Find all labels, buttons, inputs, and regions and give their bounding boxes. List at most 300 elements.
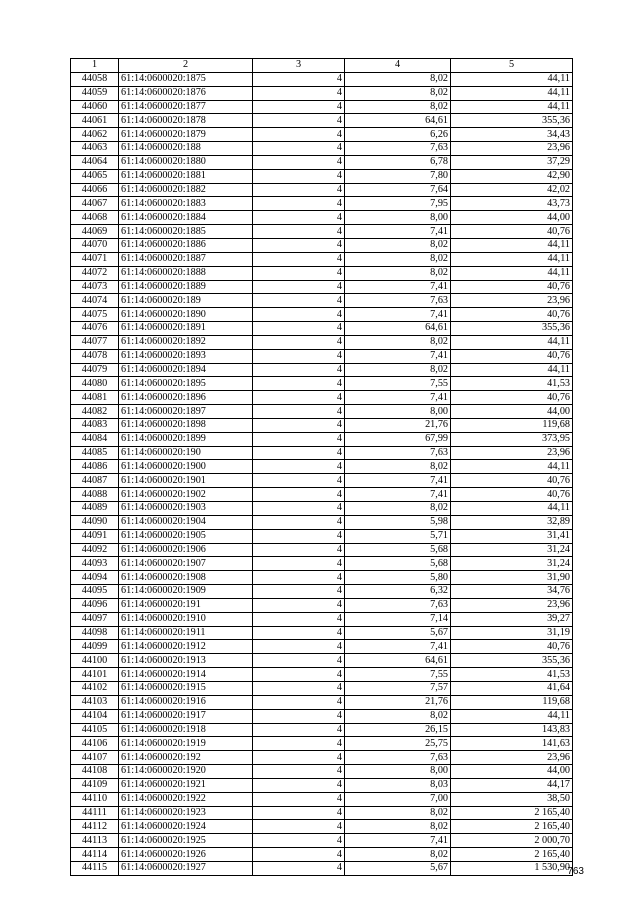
table-cell-col-4: 8,02 xyxy=(345,820,451,834)
table-cell-col-3: 4 xyxy=(253,612,345,626)
table-cell-col-1: 44109 xyxy=(71,778,119,792)
table-cell-col-2: 61:14:0600020:189 xyxy=(119,294,253,308)
table-cell-col-5: 355,36 xyxy=(451,322,573,336)
table-row xyxy=(71,377,573,391)
table-cell-col-3: 4 xyxy=(253,335,345,349)
table-cell-col-4: 5,67 xyxy=(345,626,451,640)
table-cell-col-5: 40,76 xyxy=(451,225,573,239)
table-cell-col-4: 7,63 xyxy=(345,142,451,156)
table-row xyxy=(71,322,573,336)
table-cell-col-2: 61:14:0600020:1878 xyxy=(119,114,253,128)
table-cell-col-4: 7,57 xyxy=(345,681,451,695)
table-cell-col-5: 2 165,40 xyxy=(451,806,573,820)
table-cell-col-1: 44080 xyxy=(71,377,119,391)
table-cell-col-4: 7,95 xyxy=(345,197,451,211)
header-col-4: 4 xyxy=(345,59,451,73)
table-cell-col-2: 61:14:0600020:1879 xyxy=(119,128,253,142)
table-cell-col-2: 61:14:0600020:1898 xyxy=(119,418,253,432)
table-cell-col-4: 8,02 xyxy=(345,502,451,516)
table-cell-col-4: 8,02 xyxy=(345,252,451,266)
table-cell-col-4: 8,00 xyxy=(345,405,451,419)
table-cell-col-4: 8,02 xyxy=(345,238,451,252)
table-row xyxy=(71,211,573,225)
table-cell-col-5: 43,73 xyxy=(451,197,573,211)
table-cell-col-5: 41,53 xyxy=(451,668,573,682)
table-cell-col-4: 8,02 xyxy=(345,709,451,723)
table-cell-col-1: 44069 xyxy=(71,225,119,239)
table-cell-col-4: 7,41 xyxy=(345,280,451,294)
table-row xyxy=(71,848,573,862)
data-table xyxy=(70,58,573,876)
table-cell-col-5: 41,53 xyxy=(451,377,573,391)
table-cell-col-2: 61:14:0600020:1897 xyxy=(119,405,253,419)
table-row xyxy=(71,488,573,502)
table-row xyxy=(71,252,573,266)
table-cell-col-3: 4 xyxy=(253,668,345,682)
table-cell-col-3: 4 xyxy=(253,737,345,751)
table-cell-col-2: 61:14:0600020:1915 xyxy=(119,681,253,695)
table-cell-col-1: 44074 xyxy=(71,294,119,308)
table-cell-col-5: 23,96 xyxy=(451,142,573,156)
table-cell-col-1: 44068 xyxy=(71,211,119,225)
table-cell-col-1: 44086 xyxy=(71,460,119,474)
table-row xyxy=(71,502,573,516)
table-cell-col-4: 64,61 xyxy=(345,654,451,668)
table-cell-col-5: 44,11 xyxy=(451,709,573,723)
table-cell-col-1: 44079 xyxy=(71,363,119,377)
table-cell-col-3: 4 xyxy=(253,72,345,86)
table-cell-col-5: 39,27 xyxy=(451,612,573,626)
table-row xyxy=(71,806,573,820)
table-cell-col-3: 4 xyxy=(253,654,345,668)
table-cell-col-5: 32,89 xyxy=(451,515,573,529)
table-cell-col-2: 61:14:0600020:1881 xyxy=(119,169,253,183)
table-cell-col-1: 44094 xyxy=(71,571,119,585)
table-cell-col-3: 4 xyxy=(253,778,345,792)
table-cell-col-5: 44,11 xyxy=(451,335,573,349)
table-cell-col-1: 44078 xyxy=(71,349,119,363)
table-cell-col-2: 61:14:0600020:1899 xyxy=(119,432,253,446)
table-row xyxy=(71,474,573,488)
table-cell-col-4: 7,63 xyxy=(345,751,451,765)
table-cell-col-2: 61:14:0600020:1895 xyxy=(119,377,253,391)
table-cell-col-1: 44095 xyxy=(71,585,119,599)
table-cell-col-4: 7,41 xyxy=(345,488,451,502)
table-cell-col-4: 7,00 xyxy=(345,792,451,806)
table-cell-col-4: 8,02 xyxy=(345,266,451,280)
table-cell-col-1: 44084 xyxy=(71,432,119,446)
table-cell-col-5: 44,11 xyxy=(451,363,573,377)
table-cell-col-3: 4 xyxy=(253,640,345,654)
table-cell-col-1: 44061 xyxy=(71,114,119,128)
table-cell-col-3: 4 xyxy=(253,695,345,709)
table-cell-col-5: 44,00 xyxy=(451,765,573,779)
table-row xyxy=(71,695,573,709)
table-cell-col-4: 7,41 xyxy=(345,834,451,848)
table-cell-col-1: 44065 xyxy=(71,169,119,183)
table-cell-col-5: 34,43 xyxy=(451,128,573,142)
table-cell-col-4: 8,02 xyxy=(345,848,451,862)
table-cell-col-4: 6,26 xyxy=(345,128,451,142)
table-cell-col-5: 40,76 xyxy=(451,488,573,502)
table-cell-col-1: 44063 xyxy=(71,142,119,156)
table-cell-col-3: 4 xyxy=(253,848,345,862)
table-cell-col-1: 44093 xyxy=(71,557,119,571)
table-cell-col-2: 61:14:0600020:1883 xyxy=(119,197,253,211)
table-cell-col-4: 7,64 xyxy=(345,183,451,197)
table-row xyxy=(71,778,573,792)
table-cell-col-3: 4 xyxy=(253,238,345,252)
table-cell-col-3: 4 xyxy=(253,280,345,294)
table-cell-col-3: 4 xyxy=(253,806,345,820)
table-cell-col-4: 8,02 xyxy=(345,806,451,820)
table-cell-col-1: 44072 xyxy=(71,266,119,280)
table-row xyxy=(71,294,573,308)
page-number: 763 xyxy=(567,866,584,877)
table-cell-col-4: 7,14 xyxy=(345,612,451,626)
table-cell-col-5: 42,02 xyxy=(451,183,573,197)
table-row xyxy=(71,418,573,432)
table-cell-col-5: 44,11 xyxy=(451,252,573,266)
table-row xyxy=(71,155,573,169)
table-cell-col-5: 40,76 xyxy=(451,308,573,322)
table-cell-col-1: 44060 xyxy=(71,100,119,114)
table-row xyxy=(71,737,573,751)
table-row xyxy=(71,114,573,128)
table-cell-col-3: 4 xyxy=(253,114,345,128)
table-body xyxy=(71,72,573,875)
table-cell-col-2: 61:14:0600020:1875 xyxy=(119,72,253,86)
table-cell-col-5: 40,76 xyxy=(451,349,573,363)
table-cell-col-2: 61:14:0600020:1891 xyxy=(119,322,253,336)
table-row xyxy=(71,128,573,142)
header-row xyxy=(71,59,573,73)
table-row xyxy=(71,405,573,419)
table-cell-col-2: 61:14:0600020:1904 xyxy=(119,515,253,529)
table-cell-col-4: 5,80 xyxy=(345,571,451,585)
table-row xyxy=(71,142,573,156)
table-cell-col-2: 61:14:0600020:1900 xyxy=(119,460,253,474)
table-cell-col-3: 4 xyxy=(253,294,345,308)
table-cell-col-5: 355,36 xyxy=(451,654,573,668)
table-row xyxy=(71,585,573,599)
table-cell-col-4: 7,63 xyxy=(345,598,451,612)
table-cell-col-5: 44,17 xyxy=(451,778,573,792)
table-cell-col-5: 2 165,40 xyxy=(451,820,573,834)
table-cell-col-3: 4 xyxy=(253,792,345,806)
table-cell-col-3: 4 xyxy=(253,765,345,779)
table-cell-col-2: 61:14:0600020:1902 xyxy=(119,488,253,502)
table-row xyxy=(71,391,573,405)
table-row xyxy=(71,640,573,654)
table-cell-col-5: 44,11 xyxy=(451,86,573,100)
table-cell-col-4: 26,15 xyxy=(345,723,451,737)
table-cell-col-2: 61:14:0600020:1888 xyxy=(119,266,253,280)
table-cell-col-1: 44090 xyxy=(71,515,119,529)
table-cell-col-2: 61:14:0600020:1876 xyxy=(119,86,253,100)
table-cell-col-2: 61:14:0600020:1907 xyxy=(119,557,253,571)
table-cell-col-4: 21,76 xyxy=(345,695,451,709)
table-cell-col-5: 119,68 xyxy=(451,695,573,709)
table-cell-col-5: 31,41 xyxy=(451,529,573,543)
table-cell-col-5: 40,76 xyxy=(451,474,573,488)
table-cell-col-1: 44102 xyxy=(71,681,119,695)
table-cell-col-1: 44103 xyxy=(71,695,119,709)
table-cell-col-4: 8,02 xyxy=(345,363,451,377)
table-cell-col-1: 44081 xyxy=(71,391,119,405)
table-cell-col-2: 61:14:0600020:191 xyxy=(119,598,253,612)
table-cell-col-1: 44070 xyxy=(71,238,119,252)
table-cell-col-5: 1 530,90 xyxy=(451,861,573,875)
table-row xyxy=(71,834,573,848)
table-cell-col-4: 7,41 xyxy=(345,391,451,405)
table-cell-col-1: 44113 xyxy=(71,834,119,848)
table-row xyxy=(71,100,573,114)
table-cell-col-3: 4 xyxy=(253,391,345,405)
table-cell-col-2: 61:14:0600020:1920 xyxy=(119,765,253,779)
table-cell-col-3: 4 xyxy=(253,820,345,834)
table-row xyxy=(71,861,573,875)
table-cell-col-1: 44059 xyxy=(71,86,119,100)
table-cell-col-1: 44087 xyxy=(71,474,119,488)
table-cell-col-2: 61:14:0600020:1924 xyxy=(119,820,253,834)
table-cell-col-2: 61:14:0600020:1912 xyxy=(119,640,253,654)
table-row xyxy=(71,571,573,585)
table-cell-col-2: 61:14:0600020:1884 xyxy=(119,211,253,225)
table-cell-col-3: 4 xyxy=(253,142,345,156)
table-row xyxy=(71,225,573,239)
table-cell-col-2: 61:14:0600020:192 xyxy=(119,751,253,765)
table-cell-col-4: 6,78 xyxy=(345,155,451,169)
table-cell-col-2: 61:14:0600020:1922 xyxy=(119,792,253,806)
table-row xyxy=(71,86,573,100)
table-cell-col-3: 4 xyxy=(253,502,345,516)
table-cell-col-1: 44062 xyxy=(71,128,119,142)
table-row xyxy=(71,349,573,363)
table-row xyxy=(71,820,573,834)
table-cell-col-3: 4 xyxy=(253,474,345,488)
table-cell-col-4: 7,55 xyxy=(345,377,451,391)
table-cell-col-5: 40,76 xyxy=(451,640,573,654)
table-cell-col-1: 44108 xyxy=(71,765,119,779)
table-row xyxy=(71,543,573,557)
table-cell-col-4: 7,41 xyxy=(345,308,451,322)
table-cell-col-4: 64,61 xyxy=(345,114,451,128)
table-cell-col-2: 61:14:0600020:1923 xyxy=(119,806,253,820)
table-cell-col-2: 61:14:0600020:1877 xyxy=(119,100,253,114)
table-row xyxy=(71,668,573,682)
table-row xyxy=(71,446,573,460)
table-cell-col-3: 4 xyxy=(253,322,345,336)
table-row xyxy=(71,460,573,474)
table-cell-col-3: 4 xyxy=(253,252,345,266)
table-cell-col-2: 61:14:0600020:1921 xyxy=(119,778,253,792)
table-cell-col-3: 4 xyxy=(253,460,345,474)
table-cell-col-3: 4 xyxy=(253,225,345,239)
table-cell-col-2: 61:14:0600020:1910 xyxy=(119,612,253,626)
table-cell-col-3: 4 xyxy=(253,709,345,723)
table-cell-col-4: 5,68 xyxy=(345,557,451,571)
table-cell-col-3: 4 xyxy=(253,183,345,197)
table-cell-col-1: 44082 xyxy=(71,405,119,419)
table-cell-col-5: 31,24 xyxy=(451,543,573,557)
table-cell-col-4: 7,41 xyxy=(345,474,451,488)
table-row xyxy=(71,654,573,668)
table-cell-col-3: 4 xyxy=(253,377,345,391)
table-row xyxy=(71,280,573,294)
table-cell-col-4: 7,80 xyxy=(345,169,451,183)
table-cell-col-4: 5,98 xyxy=(345,515,451,529)
table-row xyxy=(71,515,573,529)
table-cell-col-2: 61:14:0600020:1890 xyxy=(119,308,253,322)
table-cell-col-2: 61:14:0600020:1882 xyxy=(119,183,253,197)
table-row xyxy=(71,363,573,377)
table-cell-col-4: 7,41 xyxy=(345,225,451,239)
table-cell-col-2: 61:14:0600020:1911 xyxy=(119,626,253,640)
table-cell-col-2: 61:14:0600020:1909 xyxy=(119,585,253,599)
table-cell-col-1: 44106 xyxy=(71,737,119,751)
table-cell-col-4: 8,00 xyxy=(345,765,451,779)
table-cell-col-4: 6,32 xyxy=(345,585,451,599)
table-cell-col-5: 143,83 xyxy=(451,723,573,737)
table-cell-col-5: 23,96 xyxy=(451,446,573,460)
table-cell-col-5: 23,96 xyxy=(451,294,573,308)
table-cell-col-4: 8,02 xyxy=(345,460,451,474)
table-cell-col-1: 44083 xyxy=(71,418,119,432)
table-cell-col-2: 61:14:0600020:1914 xyxy=(119,668,253,682)
table-cell-col-3: 4 xyxy=(253,681,345,695)
table-cell-col-1: 44077 xyxy=(71,335,119,349)
table-cell-col-4: 64,61 xyxy=(345,322,451,336)
header-col-3: 3 xyxy=(253,59,345,73)
table-row xyxy=(71,598,573,612)
table-cell-col-4: 8,02 xyxy=(345,72,451,86)
table-cell-col-1: 44076 xyxy=(71,322,119,336)
table-cell-col-1: 44098 xyxy=(71,626,119,640)
table-cell-col-4: 7,41 xyxy=(345,349,451,363)
table-cell-col-5: 40,76 xyxy=(451,280,573,294)
table-cell-col-3: 4 xyxy=(253,155,345,169)
table-cell-col-4: 8,02 xyxy=(345,335,451,349)
table-cell-col-4: 8,02 xyxy=(345,100,451,114)
table-cell-col-3: 4 xyxy=(253,308,345,322)
header-col-5: 5 xyxy=(451,59,573,73)
table-cell-col-4: 25,75 xyxy=(345,737,451,751)
table-row xyxy=(71,308,573,322)
table-cell-col-1: 44096 xyxy=(71,598,119,612)
table-cell-col-1: 44073 xyxy=(71,280,119,294)
table-cell-col-3: 4 xyxy=(253,626,345,640)
table-cell-col-1: 44071 xyxy=(71,252,119,266)
table-cell-col-3: 4 xyxy=(253,405,345,419)
table-cell-col-4: 5,67 xyxy=(345,861,451,875)
table-cell-col-5: 44,11 xyxy=(451,100,573,114)
header-col-1: 1 xyxy=(71,59,119,73)
table-row xyxy=(71,266,573,280)
table-cell-col-2: 61:14:0600020:1901 xyxy=(119,474,253,488)
table-row xyxy=(71,709,573,723)
table-cell-col-1: 44088 xyxy=(71,488,119,502)
table-cell-col-3: 4 xyxy=(253,418,345,432)
table-cell-col-1: 44058 xyxy=(71,72,119,86)
table-cell-col-2: 61:14:0600020:1880 xyxy=(119,155,253,169)
table-cell-col-5: 31,24 xyxy=(451,557,573,571)
table-cell-col-4: 5,68 xyxy=(345,543,451,557)
table-cell-col-3: 4 xyxy=(253,100,345,114)
table-cell-col-2: 61:14:0600020:1892 xyxy=(119,335,253,349)
table-row xyxy=(71,169,573,183)
header-col-2: 2 xyxy=(119,59,253,73)
table-cell-col-5: 34,76 xyxy=(451,585,573,599)
table-cell-col-5: 2 000,70 xyxy=(451,834,573,848)
table-cell-col-2: 61:14:0600020:1917 xyxy=(119,709,253,723)
table-cell-col-4: 8,03 xyxy=(345,778,451,792)
table-cell-col-2: 61:14:0600020:1919 xyxy=(119,737,253,751)
table-row xyxy=(71,238,573,252)
table-cell-col-3: 4 xyxy=(253,169,345,183)
table-cell-col-5: 44,11 xyxy=(451,460,573,474)
table-cell-col-1: 44066 xyxy=(71,183,119,197)
table-cell-col-2: 61:14:0600020:1918 xyxy=(119,723,253,737)
table-cell-col-4: 8,00 xyxy=(345,211,451,225)
table-cell-col-2: 61:14:0600020:1927 xyxy=(119,861,253,875)
table-cell-col-3: 4 xyxy=(253,751,345,765)
table-cell-col-1: 44064 xyxy=(71,155,119,169)
table-cell-col-3: 4 xyxy=(253,211,345,225)
table-row xyxy=(71,529,573,543)
table-cell-col-1: 44101 xyxy=(71,668,119,682)
table-cell-col-1: 44089 xyxy=(71,502,119,516)
table-cell-col-2: 61:14:0600020:1916 xyxy=(119,695,253,709)
table-row xyxy=(71,432,573,446)
table-cell-col-1: 44110 xyxy=(71,792,119,806)
table-cell-col-1: 44092 xyxy=(71,543,119,557)
table-cell-col-2: 61:14:0600020:1925 xyxy=(119,834,253,848)
table-cell-col-1: 44107 xyxy=(71,751,119,765)
table-row xyxy=(71,335,573,349)
table-cell-col-5: 40,76 xyxy=(451,391,573,405)
table-cell-col-3: 4 xyxy=(253,197,345,211)
table-cell-col-5: 38,50 xyxy=(451,792,573,806)
table-cell-col-2: 61:14:0600020:188 xyxy=(119,142,253,156)
table-cell-col-3: 4 xyxy=(253,598,345,612)
table-cell-col-3: 4 xyxy=(253,446,345,460)
table-cell-col-5: 23,96 xyxy=(451,598,573,612)
table-cell-col-2: 61:14:0600020:1887 xyxy=(119,252,253,266)
table-row xyxy=(71,765,573,779)
table-cell-col-2: 61:14:0600020:1889 xyxy=(119,280,253,294)
table-cell-col-5: 44,11 xyxy=(451,502,573,516)
table-cell-col-1: 44100 xyxy=(71,654,119,668)
table-cell-col-1: 44091 xyxy=(71,529,119,543)
table-cell-col-5: 44,11 xyxy=(451,266,573,280)
table-cell-col-3: 4 xyxy=(253,266,345,280)
table-cell-col-5: 355,36 xyxy=(451,114,573,128)
table-cell-col-1: 44099 xyxy=(71,640,119,654)
table-cell-col-5: 44,11 xyxy=(451,238,573,252)
table-cell-col-5: 42,90 xyxy=(451,169,573,183)
table-cell-col-2: 61:14:0600020:1908 xyxy=(119,571,253,585)
table-cell-col-3: 4 xyxy=(253,529,345,543)
table-cell-col-2: 61:14:0600020:1893 xyxy=(119,349,253,363)
table-cell-col-4: 5,71 xyxy=(345,529,451,543)
table-cell-col-3: 4 xyxy=(253,557,345,571)
table-cell-col-5: 23,96 xyxy=(451,751,573,765)
table-cell-col-5: 141,63 xyxy=(451,737,573,751)
table-row xyxy=(71,751,573,765)
table-cell-col-1: 44112 xyxy=(71,820,119,834)
table-cell-col-2: 61:14:0600020:1905 xyxy=(119,529,253,543)
